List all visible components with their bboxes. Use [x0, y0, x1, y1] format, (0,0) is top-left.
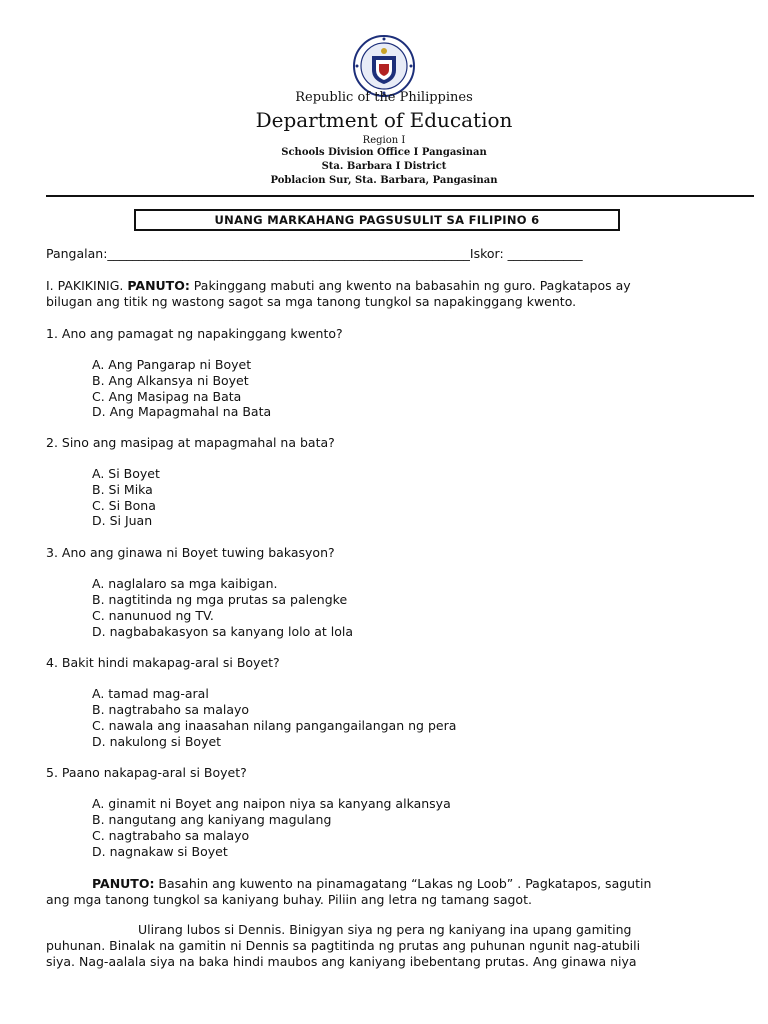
q5-choice-d[interactable]: D. nagnakaw si Boyet [92, 844, 228, 859]
part2-panuto-label: PANUTO: [92, 876, 155, 891]
question-4: 4. Bakit hindi makapag-aral si Boyet? [46, 655, 280, 670]
part1-prefix: I. PAKIKINIG. [46, 278, 128, 293]
q1-choice-c[interactable]: C. Ang Masipag na Bata [92, 389, 242, 404]
question-1: 1. Ano ang pamagat ng napakinggang kwento? [46, 326, 343, 341]
division-line: Schools Division Office I Pangasinan [281, 147, 487, 158]
score-label: Iskor: ____________ [469, 246, 583, 261]
q4-choice-a[interactable]: A. tamad mag-aral [92, 686, 209, 701]
q5-choice-a[interactable]: A. ginamit ni Boyet ang naipon niya sa kanyang alkansya [92, 796, 451, 811]
question-3: 3. Ano ang ginawa ni Boyet tuwing bakasyon? [46, 545, 335, 560]
story-line-2: puhunan. Binalak na gamitin ni Dennis sa pagtitinda ng prutas ang puhunan ngunit nag-atubili [46, 938, 641, 953]
question-2: 2. Sino ang masipag at mapagmahal na bata? [46, 435, 335, 450]
part2-instruction-line1 [92, 876, 651, 892]
q3-choice-b[interactable]: B. nagtitinda ng mga prutas sa palengke [92, 592, 348, 607]
part1-instruction-line1 [46, 278, 631, 294]
part1-text: Pakinggang mabuti ang kwento na babasahin ng guro. Pagkatapos ay [189, 278, 631, 293]
address-line: Poblacion Sur, Sta. Barbara, Pangasinan [270, 175, 498, 186]
q2-choice-b[interactable]: B. Si Mika [92, 482, 153, 497]
part2-instruction-line2: ang mga tanong tungkol sa kaniyang buhay. Piliin ang letra ng tamang sagot. [46, 892, 532, 907]
question-5: 5. Paano nakapag-aral si Boyet? [46, 765, 247, 780]
part2-text: Basahin ang kuwento na pinamagatang “Lakas ng Loob” . Pagkatapos, sagutin [154, 876, 652, 891]
q1-choice-b[interactable]: B. Ang Alkansya ni Boyet [92, 373, 249, 388]
region-line: Region I [362, 135, 406, 146]
q3-choice-a[interactable]: A. naglalaro sa mga kaibigan. [92, 576, 278, 591]
q2-choice-d[interactable]: D. Si Juan [92, 513, 153, 528]
district-line: Sta. Barbara I District [321, 161, 447, 172]
q4-choice-b[interactable]: B. nagtrabaho sa malayo [92, 702, 250, 717]
story-line-1: Ulirang lubos si Dennis. Binigyan siya ng pera ng kaniyang ina upang gamiting [138, 922, 632, 937]
q5-choice-c[interactable]: C. nagtrabaho sa malayo [92, 828, 250, 843]
republic-line: Republic of the Philippines [295, 90, 473, 105]
panuto-label: PANUTO: [127, 278, 190, 293]
q2-choice-c[interactable]: C. Si Bona [92, 498, 156, 513]
part1-instruction-line2: bilugan ang titik ng wastong sagot sa mga tanong tungkol sa napakinggang kwento. [46, 294, 577, 309]
name-label: Pangalan:__________________________________________________________ [46, 246, 470, 261]
q4-choice-c[interactable]: C. nawala ang inaasahan nilang pangangailangan ng pera [92, 718, 457, 733]
deped-seal-icon [352, 34, 416, 98]
q1-choice-d[interactable]: D. Ang Mapagmahal na Bata [92, 404, 272, 419]
department-title: Department of Education [255, 108, 513, 132]
q3-choice-c[interactable]: C. nanunuod ng TV. [92, 608, 214, 623]
header-divider [46, 195, 754, 197]
q3-choice-d[interactable]: D. nagbabakasyon sa kanyang lolo at lola [92, 624, 354, 639]
q5-choice-b[interactable]: B. nangutang ang kaniyang magulang [92, 812, 332, 827]
name-field[interactable] [46, 246, 583, 262]
story-line-3: siya. Nag-aalala siya na baka hindi maubos ang kaniyang ibebentang prutas. Ang ginawa niya [46, 954, 637, 969]
exam-title: UNANG MARKAHANG PAGSUSULIT SA FILIPINO 6 [134, 209, 620, 231]
q4-choice-d[interactable]: D. nakulong si Boyet [92, 734, 222, 749]
q2-choice-a[interactable]: A. Si Boyet [92, 466, 160, 481]
q1-choice-a[interactable]: A. Ang Pangarap ni Boyet [92, 357, 252, 372]
